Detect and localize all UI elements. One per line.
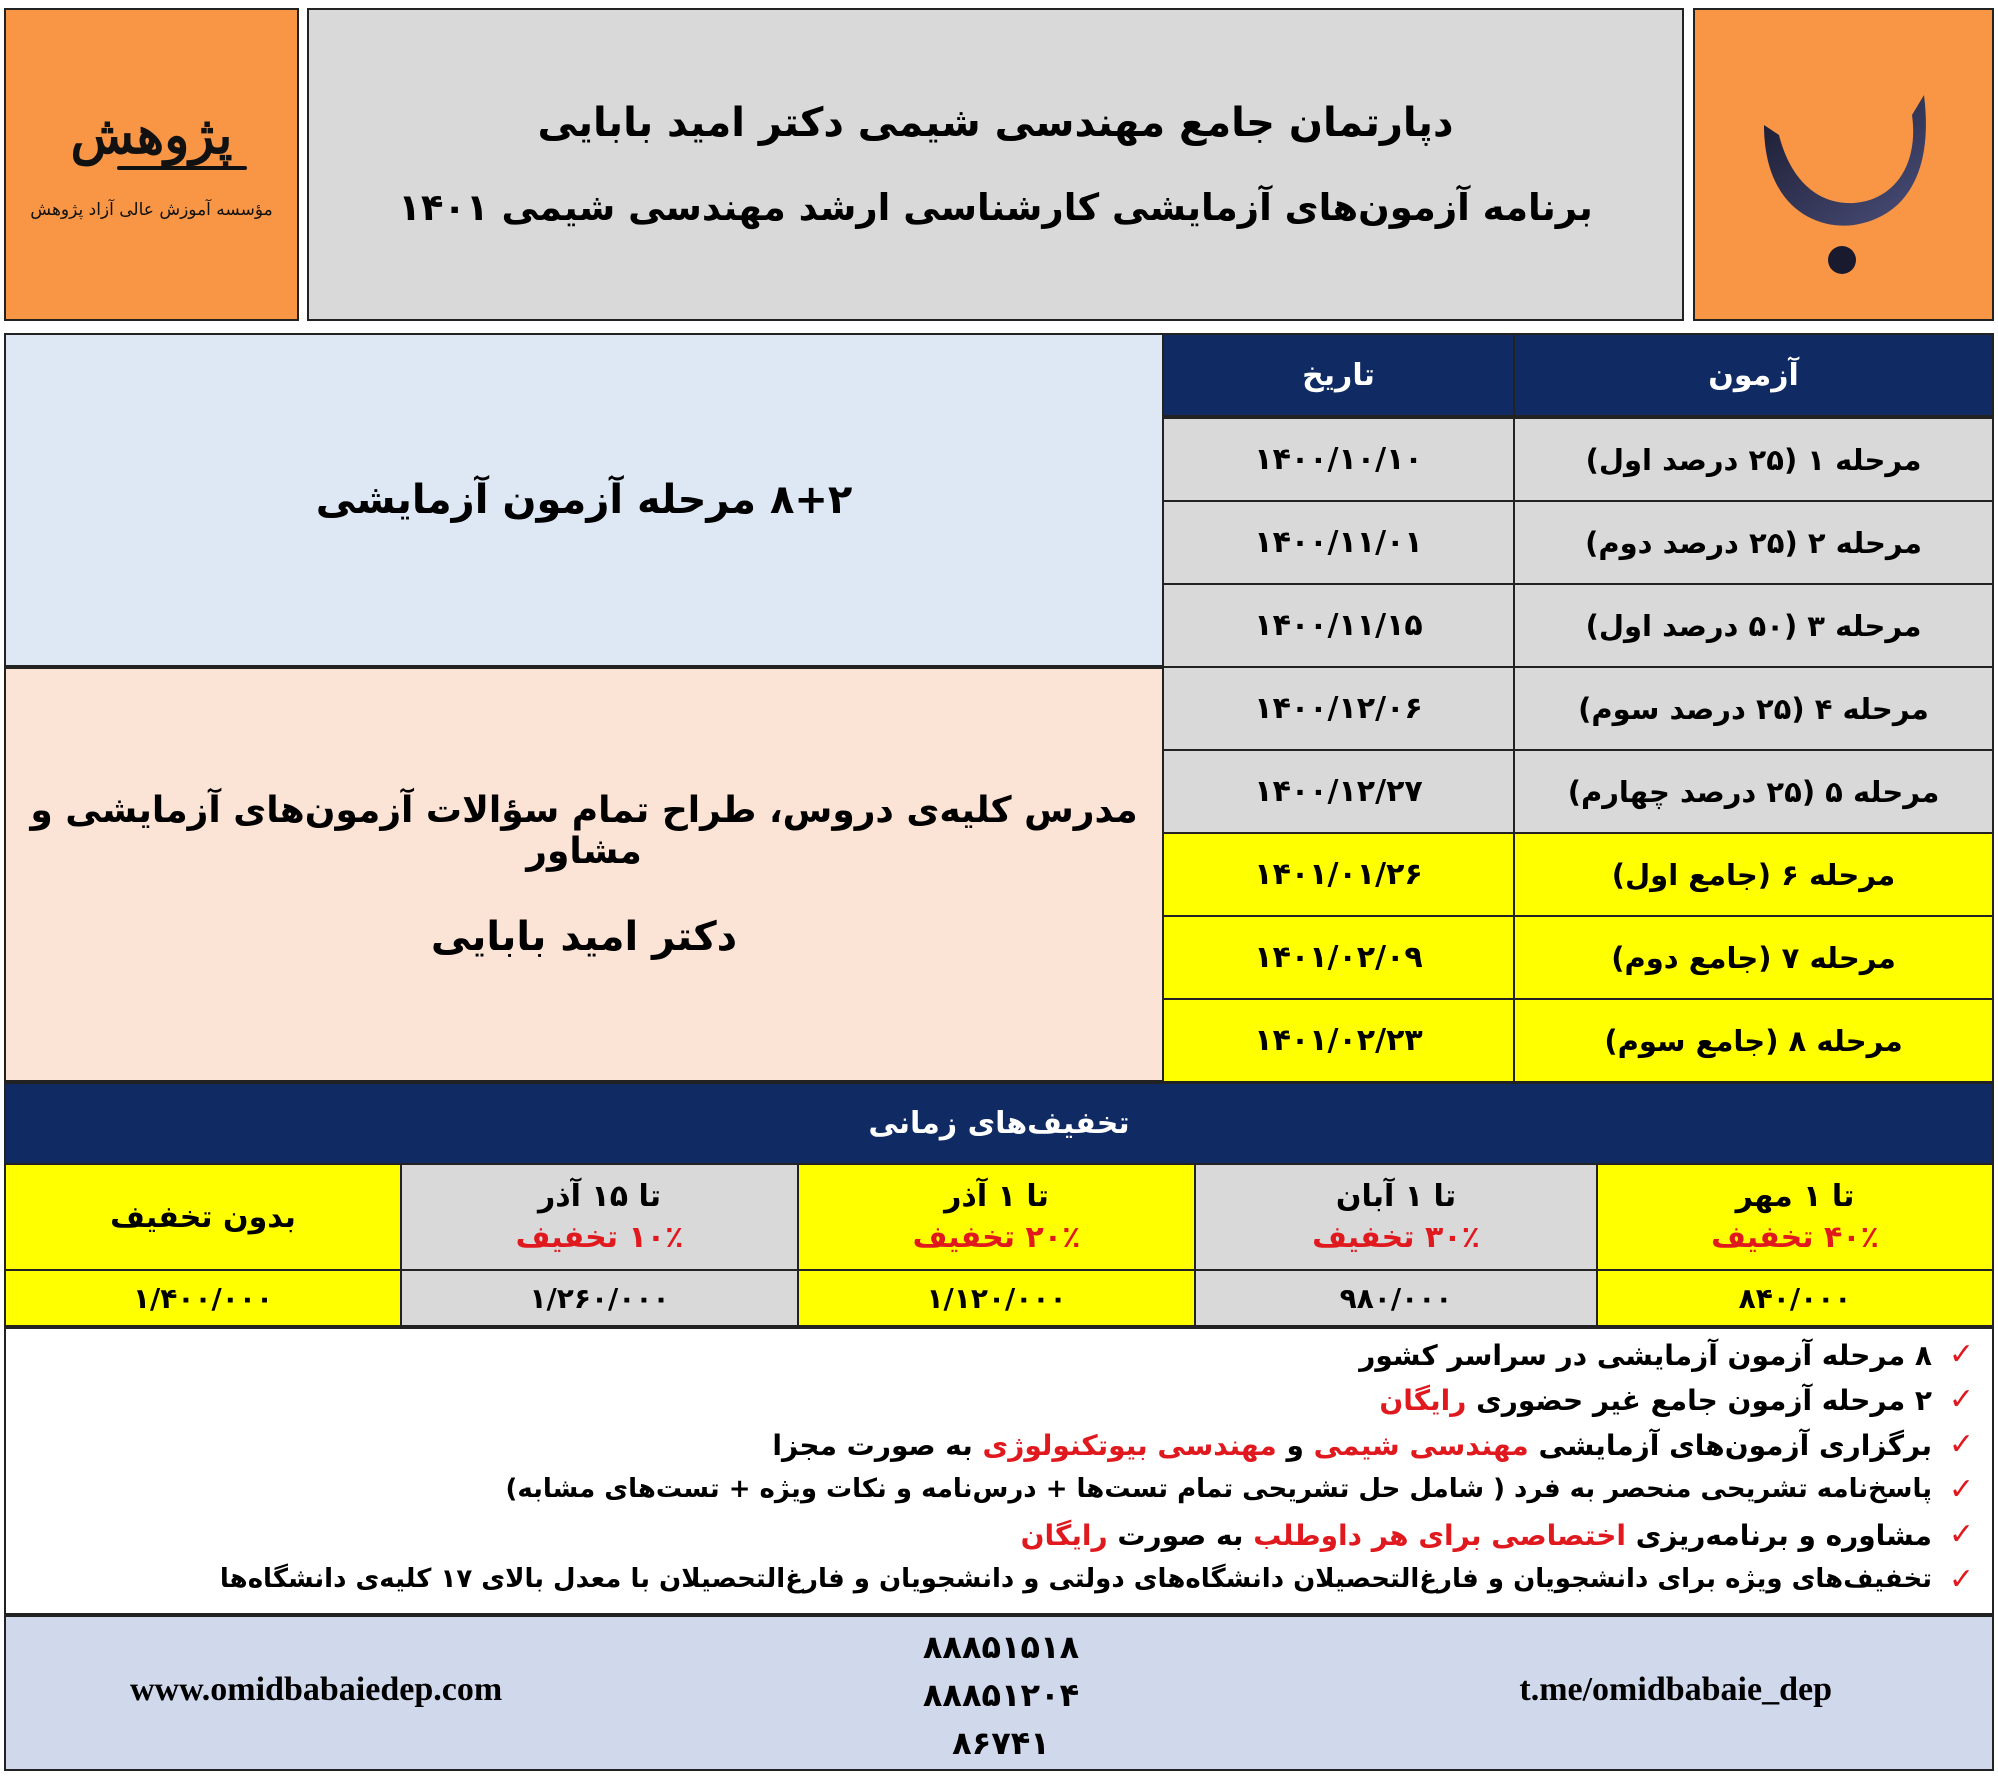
schedule-exam-2: مرحله ۲ (۲۵ درصد دوم): [1513, 500, 1994, 585]
price-5: ۱/۴۰۰/۰۰۰: [4, 1269, 402, 1327]
schedule-header-date: تاریخ: [1162, 333, 1515, 417]
discount-col-4: [400, 1163, 799, 1271]
title-panel: [307, 8, 1684, 321]
telegram-link[interactable]: t.me/omidbabaie_dep: [1519, 1671, 1832, 1708]
feature-text: پاسخ‌نامه تشریحی منحصر به فرد ( شامل حل تشریحی تمام تست‌ها + درس‌نامه و نکات ویژه + تست‌های مشابه): [505, 1474, 1932, 1504]
discount-col-1: [1596, 1163, 1994, 1271]
babaie-logo-icon: [1734, 55, 1954, 275]
page-subtitle: برنامه آزمون‌های آزمایشی کارشناسی ارشد مهندسی شیمی ۱۴۰۱: [398, 186, 1593, 229]
feature-text: و: [1276, 1429, 1314, 1462]
feature-text: تخفیف‌های ویژه برای دانشجویان و فارغ‌التحصیلان دانشگاه‌های دولتی و دانشجویان و فارغ‌التحصیلان با معدل بالای ۱۷ کلیه‌ی دانشگاه‌ها: [219, 1564, 1932, 1594]
phone-number: ۸۸۸۵۱۲۰۴: [922, 1676, 1080, 1714]
check-icon: ✓: [1948, 1382, 1974, 1417]
schedule-date-3: ۱۴۰۰/۱۱/۱۵: [1162, 583, 1515, 668]
schedule-date-2: ۱۴۰۰/۱۱/۰۱: [1162, 500, 1515, 585]
schedule-date-4: ۱۴۰۰/۱۲/۰۶: [1162, 666, 1515, 751]
discount-deadline: تا ۱ آبان: [1335, 1179, 1457, 1214]
left-logo-panel: [4, 8, 299, 321]
feature-text: ۲ مرحله آزمون جامع غیر حضوری: [1466, 1384, 1932, 1417]
schedule-exam-3: مرحله ۳ (۵۰ درصد اول): [1513, 583, 1994, 668]
schedule-date-1: ۱۴۰۰/۱۰/۱۰: [1162, 417, 1515, 502]
schedule-exam-5: مرحله ۵ (۲۵ درصد چهارم): [1513, 749, 1994, 834]
discount-col-3: [797, 1163, 1196, 1271]
check-icon: ✓: [1948, 1337, 1974, 1372]
check-icon: ✓: [1948, 1517, 1974, 1552]
feature-highlight: رایگان: [1379, 1384, 1467, 1417]
feature-item: [1021, 1519, 1932, 1552]
discount-deadline: تا ۱۵ آذر: [538, 1179, 662, 1214]
feature-highlight: مهندسی بیوتکنولوژی: [982, 1429, 1277, 1462]
right-logo-panel: [1693, 8, 1994, 321]
schedule-exam-6: مرحله ۶ (جامع اول): [1513, 832, 1994, 917]
feature-highlight: مهندسی شیمی: [1313, 1429, 1529, 1462]
pajouhesh-wordmark: پژوهش: [70, 104, 233, 166]
schedule-date-8: ۱۴۰۱/۰۲/۲۳: [1162, 998, 1515, 1083]
stages-heading: ۸+۲ مرحله آزمون آزمایشی: [315, 477, 853, 523]
price-2: ۹۸۰/۰۰۰: [1194, 1269, 1598, 1327]
feature-text: مشاوره و برنامه‌ریزی: [1625, 1519, 1932, 1552]
feature-text: به صورت: [1107, 1519, 1254, 1552]
discount-deadline: بدون تخفیف: [110, 1199, 296, 1235]
stages-panel: [4, 333, 1164, 667]
price-1: ۸۴۰/۰۰۰: [1596, 1269, 1994, 1327]
feature-item: [1379, 1384, 1932, 1417]
discount-deadline: تا ۱ مهر: [1735, 1179, 1855, 1214]
schedule-exam-7: مرحله ۷ (جامع دوم): [1513, 915, 1994, 1000]
feature-highlight: اختصاصی برای هر داوطلب: [1253, 1519, 1626, 1552]
phone-number: ۸۸۸۵۱۵۱۸: [922, 1628, 1080, 1666]
schedule-exam-8: مرحله ۸ (جامع سوم): [1513, 998, 1994, 1083]
discount-percent: ۲۰٪ تخفیف: [912, 1220, 1081, 1255]
price-4: ۱/۲۶۰/۰۰۰: [400, 1269, 799, 1327]
price-3: ۱/۱۲۰/۰۰۰: [797, 1269, 1196, 1327]
phone-list: [846, 1623, 1156, 1767]
feature-highlight: رایگان: [1020, 1519, 1108, 1552]
feature-text: به صورت مجزا: [772, 1429, 983, 1462]
instructor-description: مدرس کلیه‌ی دروس، طراح تمام سؤالات آزمون‌های آزمایشی و مشاور: [30, 789, 1138, 872]
feature-item: [772, 1429, 1932, 1462]
page-title: دپارتمان جامع مهندسی شیمی دکتر امید بابایی: [537, 100, 1454, 146]
schedule-exam-4: مرحله ۴ (۲۵ درصد سوم): [1513, 666, 1994, 751]
discount-deadline: تا ۱ آذر: [944, 1179, 1049, 1214]
check-icon: ✓: [1948, 1427, 1974, 1462]
feature-text: ۸ مرحله آزمون آزمایشی در سراسر کشور: [1359, 1339, 1932, 1372]
institute-caption: مؤسسه آموزش عالی آزاد پژوهش: [30, 199, 273, 220]
schedule-date-7: ۱۴۰۱/۰۲/۰۹: [1162, 915, 1515, 1000]
pajouhesh-wordmark-underline: [117, 166, 247, 170]
check-icon: ✓: [1948, 1472, 1974, 1507]
feature-item: [506, 1474, 1933, 1504]
discount-col-2: [1194, 1163, 1598, 1271]
discount-col-5: [4, 1163, 402, 1271]
instructor-name: دکتر امید بابایی: [430, 913, 738, 960]
schedule-date-6: ۱۴۰۱/۰۱/۲۶: [1162, 832, 1515, 917]
schedule-exam-1: مرحله ۱ (۲۵ درصد اول): [1513, 417, 1994, 502]
schedule-header-exam: آزمون: [1513, 333, 1994, 417]
feature-item: [1359, 1339, 1932, 1372]
discounts-title: تخفیف‌های زمانی: [4, 1082, 1994, 1165]
schedule-date-5: ۱۴۰۰/۱۲/۲۷: [1162, 749, 1515, 834]
discount-percent: ۴۰٪ تخفیف: [1711, 1220, 1879, 1255]
website-link[interactable]: www.omidbabaiedep.com: [130, 1671, 503, 1708]
features-panel: [4, 1327, 1994, 1615]
feature-item: [220, 1564, 1932, 1594]
feature-text: برگزاری آزمون‌های آزمایشی: [1528, 1429, 1932, 1462]
phone-number: ۸۶۷۴۱: [952, 1724, 1050, 1762]
instructor-panel: [4, 667, 1164, 1082]
check-icon: ✓: [1948, 1562, 1974, 1597]
discount-percent: ۳۰٪ تخفیف: [1312, 1220, 1480, 1255]
footer: [4, 1615, 1994, 1771]
discount-percent: ۱۰٪ تخفیف: [515, 1220, 684, 1255]
